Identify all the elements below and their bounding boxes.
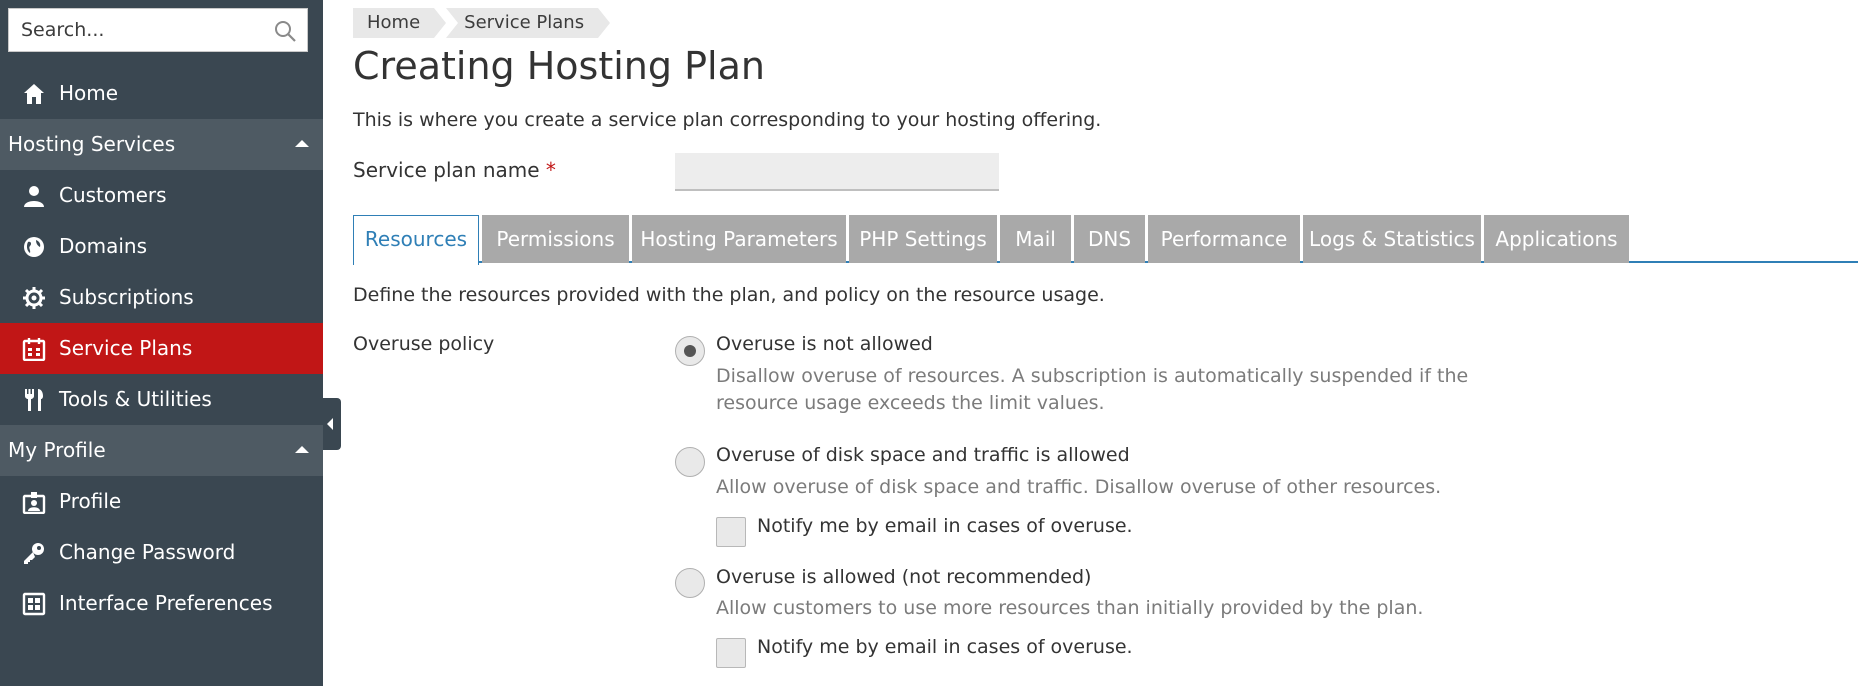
service-plan-name-label (353, 158, 556, 182)
page-description: This is where you create a service plan corresponding to your hosting offering. (353, 109, 1102, 131)
description-line: resource usage exceeds the limit values. (716, 392, 1105, 414)
chevron-left-icon (327, 418, 333, 430)
tab-applications[interactable]: Applications (1484, 215, 1629, 263)
sidebar-item-label: Interface Preferences (59, 591, 273, 615)
tab-dns[interactable]: DNS (1074, 215, 1145, 263)
sidebar-collapse-button[interactable] (323, 398, 341, 450)
page-title: Creating Hosting Plan (353, 44, 765, 88)
sidebar-group-label: My Profile (8, 438, 106, 462)
sidebar-item-label: Tools & Utilities (59, 387, 212, 411)
overuse-not-allowed-radio[interactable] (675, 336, 705, 366)
grid-icon (22, 592, 46, 616)
resources-description: Define the resources provided with the plan, and policy on the resource usage. (353, 284, 1105, 306)
description-line: Disallow overuse of resources. A subscription is automatically suspended if the (716, 365, 1469, 387)
globe-icon (22, 235, 46, 259)
tab-mail[interactable]: Mail (1000, 215, 1071, 263)
overuse-policy-label: Overuse policy (353, 333, 495, 355)
overuse-disk-traffic-title: Overuse of disk space and traffic is allowed (716, 444, 1130, 466)
overuse-allowed-description: Allow customers to use more resources than initially provided by the plan. (716, 597, 1424, 619)
sidebar-item-label: Customers (59, 183, 167, 207)
service-plan-name-input[interactable] (675, 153, 999, 191)
breadcrumb-service-plans[interactable]: Service Plans (446, 8, 598, 38)
search-box (8, 8, 308, 52)
notify-overuse-label: Notify me by email in cases of overuse. (757, 515, 1133, 537)
sidebar-item-service-plans[interactable] (0, 323, 323, 374)
sidebar-item-label: Profile (59, 489, 122, 513)
sidebar-group-label: Hosting Services (8, 132, 176, 156)
key-icon (22, 541, 46, 565)
tab-permissions[interactable]: Permissions (482, 215, 629, 263)
notify-overuse-checkbox[interactable] (716, 517, 746, 547)
sidebar-item-change-password[interactable] (0, 527, 323, 578)
sidebar-item-label: Change Password (59, 540, 236, 564)
sidebar-group-my-profile[interactable] (0, 425, 323, 476)
collapse-caret-icon (295, 446, 309, 453)
search-icon[interactable] (273, 19, 297, 43)
breadcrumb (353, 8, 610, 38)
home-icon (22, 82, 46, 106)
overuse-allowed-radio[interactable] (675, 568, 705, 598)
overuse-not-allowed-title: Overuse is not allowed (716, 333, 933, 355)
profile-card-icon (22, 490, 46, 514)
tools-icon (22, 388, 46, 412)
sidebar-item-tools-utilities[interactable] (0, 374, 323, 425)
sidebar-item-label: Domains (59, 234, 148, 258)
sidebar-item-domains[interactable] (0, 221, 323, 272)
search-input[interactable] (9, 9, 259, 51)
sidebar-item-interface-preferences[interactable] (0, 578, 323, 629)
service-plan-name-label-text: Service plan name (353, 158, 540, 182)
sidebar-item-customers[interactable] (0, 170, 323, 221)
sidebar-group-hosting-services[interactable] (0, 119, 323, 170)
overuse-disk-traffic-description: Allow overuse of disk space and traffic. Disallow overuse of other resources. (716, 476, 1442, 498)
tab-bar (353, 215, 1858, 263)
sidebar-item-subscriptions[interactable] (0, 272, 323, 323)
sidebar (0, 0, 323, 686)
sidebar-item-label: Home (59, 81, 119, 105)
overuse-not-allowed-description (716, 363, 1468, 417)
sidebar-item-profile[interactable] (0, 476, 323, 527)
tab-php-settings[interactable]: PHP Settings (849, 215, 997, 263)
gear-icon (22, 286, 46, 310)
user-icon (22, 184, 46, 208)
tab-resources[interactable]: Resources (353, 215, 479, 265)
sidebar-item-home[interactable] (0, 68, 323, 119)
sidebar-item-label: Service Plans (59, 336, 193, 360)
overuse-disk-traffic-radio[interactable] (675, 447, 705, 477)
overuse-allowed-title: Overuse is allowed (not recommended) (716, 566, 1092, 588)
calendar-icon (22, 337, 46, 361)
required-marker: * (545, 158, 556, 182)
notify-overuse-label: Notify me by email in cases of overuse. (757, 636, 1133, 658)
sidebar-item-label: Subscriptions (59, 285, 194, 309)
tab-performance[interactable]: Performance (1148, 215, 1300, 263)
breadcrumb-home[interactable]: Home (353, 8, 434, 38)
tab-logs-statistics[interactable]: Logs & Statistics (1303, 215, 1481, 263)
notify-overuse-checkbox[interactable] (716, 638, 746, 668)
tab-hosting-parameters[interactable]: Hosting Parameters (632, 215, 846, 263)
main-content (353, 0, 1858, 686)
collapse-caret-icon (295, 140, 309, 147)
